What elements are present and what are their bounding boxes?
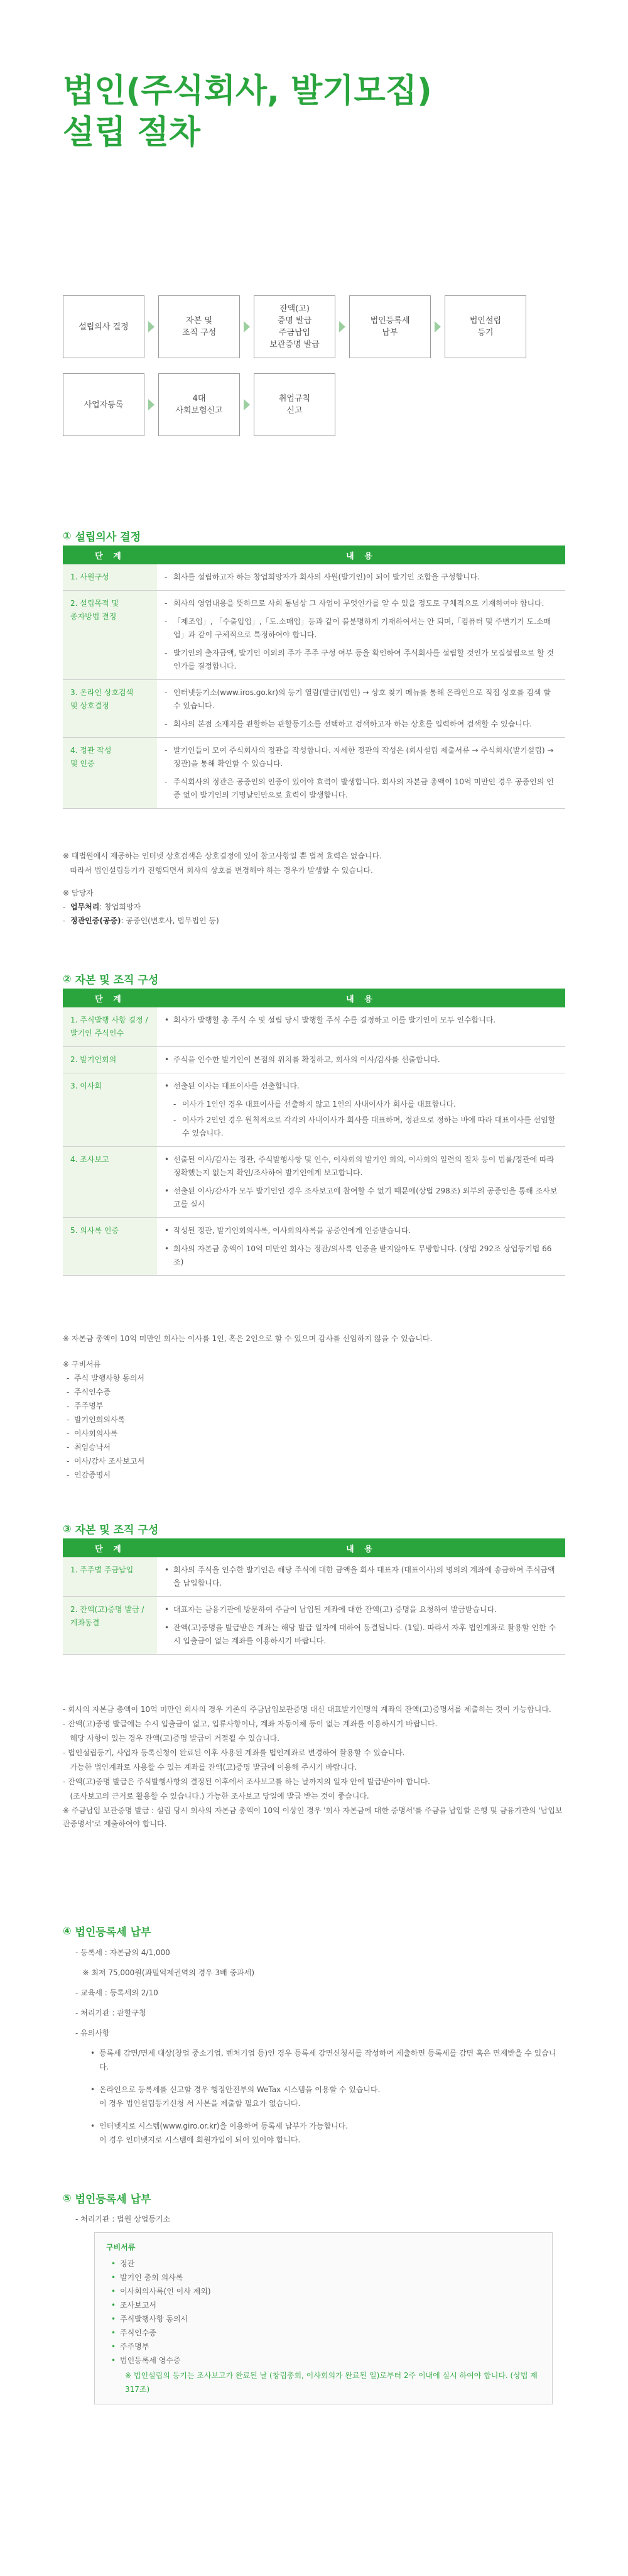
section-1-notes bbox=[63, 850, 565, 879]
s5-doc-item bbox=[111, 2298, 541, 2312]
bullet-icon: • bbox=[111, 2301, 116, 2310]
section-2-heading bbox=[63, 971, 158, 987]
row-item: - 발기인의 출자금액, 발기인 이외의 주가 주주 구성 여부 등을 확인하여 주식회사를 설립할 것인가 모집설립으로 할 것인가를 결정합니다. bbox=[165, 647, 558, 673]
section-4-body bbox=[75, 1946, 565, 2156]
s4-bullet: • 등록세 감면/면제 대상(창업 중소기업, 벤처기업 등)인 경우 등록세 감면신청서를 작성하여 제출하면 등록세를 감면 혹은 면제받을 수 있습니다. bbox=[90, 2046, 565, 2074]
note-line: - 회사의 자본금 총액이 10억 미만인 회사의 경우 기존의 주금납입보관증명 대신 대표발기인명의 계좌의 잔액(고)증명서를 제출하는 것이 가능합니다. bbox=[63, 1705, 551, 1714]
table-head-step: 단 계 bbox=[63, 545, 157, 564]
doc-item: - 취임승낙서 bbox=[67, 1440, 144, 1454]
section-3-title: 자본 및 조직 구성 bbox=[75, 1524, 159, 1537]
table-row bbox=[63, 1047, 565, 1073]
s5-doc-label: 주주명부 bbox=[120, 2342, 149, 2351]
section-1-number: ① bbox=[63, 530, 72, 542]
note-line: ※ 자본금 총액이 10억 미만인 회사는 이사를 1인, 혹은 2인으로 할 수 있으며 감사를 선임하지 않을 수 있습니다. bbox=[63, 1334, 433, 1343]
row-label: 2. 발기인회의 bbox=[63, 1047, 157, 1073]
table-row bbox=[63, 1007, 565, 1047]
s5-doc-item bbox=[111, 2257, 541, 2271]
section-2-table bbox=[63, 989, 565, 1276]
s5-doc-item bbox=[111, 2284, 541, 2298]
section-1-table bbox=[63, 545, 565, 809]
note-line: 해당 사항이 있는 경우 잔액(고)증명 발급이 거절될 수 있습니다. bbox=[63, 1734, 279, 1743]
flow-step-box: 법인설립 등기 bbox=[445, 295, 526, 358]
flow-arrow bbox=[244, 399, 250, 410]
doc-item: - 이사/감사 조사보고서 bbox=[67, 1454, 144, 1468]
doc-item: - 주식 발행사항 동의서 bbox=[67, 1371, 144, 1385]
s5-doc-item bbox=[111, 2340, 541, 2354]
flow-step-box: 법인등록세 납부 bbox=[349, 295, 431, 358]
s5-doc-item bbox=[111, 2312, 541, 2326]
section-2-docs bbox=[63, 1357, 144, 1482]
section-4-heading bbox=[63, 1923, 151, 1939]
note-line: ※ 대법원에서 제공하는 인터넷 상호검색은 상호결정에 있어 참고사항일 뿐 법적 효력은 없습니다. bbox=[63, 852, 382, 860]
s5-doc-label: 법인등록세 영수증 bbox=[120, 2356, 181, 2365]
section-3-number: ③ bbox=[63, 1523, 72, 1535]
doc-item: - 주주명부 bbox=[67, 1399, 144, 1413]
page-title bbox=[63, 70, 432, 153]
row-label: 1. 주주별 주금납입 bbox=[63, 1557, 157, 1597]
table-row bbox=[63, 1597, 565, 1655]
bullet-icon: • bbox=[111, 2287, 116, 2296]
s5-doc-label: 정관 bbox=[120, 2259, 135, 2268]
row-content bbox=[157, 738, 565, 809]
s5-doc-item bbox=[111, 2271, 541, 2284]
docs-heading: ※ 구비서류 bbox=[63, 1360, 101, 1369]
row-label: 2. 설립목적 및 종자방법 결정 bbox=[63, 591, 157, 680]
contact-value: : 창업희망자 bbox=[99, 902, 141, 911]
row-item: • 선출된 이사/감사는 정관, 주식발행사항 및 인수, 이사회의 발기인 회의, 이사회의 일련의 절차 등이 법률/정관에 따라 정확했는지 없는지 확인/조사하여 발기인에게 보고합니다. bbox=[165, 1153, 558, 1180]
note-line: - 법인설립등기, 사업자 등록신청이 완료된 이후 사용된 계좌를 법인계좌로 변경하여 활용할 수 있습니다. bbox=[63, 1748, 405, 1757]
section-1-contacts bbox=[63, 886, 219, 928]
row-item: • 선출된 이사/감사가 모두 발기인인 경우 조사보고에 참여할 수 없기 때문에(상법 298조) 외부의 공증인을 통해 조사보고를 실시 bbox=[165, 1185, 558, 1211]
row-label: 3. 온라인 상호검색 및 상호결정 bbox=[63, 680, 157, 738]
row-label: 1. 사원구성 bbox=[63, 564, 157, 591]
doc-item: - 주식인수증 bbox=[67, 1385, 144, 1399]
table-row bbox=[63, 1557, 565, 1597]
flow-step-box: 4대 사회보험신고 bbox=[158, 373, 240, 436]
s4-bullet: • 인터넷지로 시스템(www.giro.or.kr)을 이용하여 등록세 납부가 가능합니다. 이 경우 인터넷지로 시스템에 회원가입이 되어 있어야 합니다. bbox=[90, 2119, 565, 2147]
table-head-content: 내 용 bbox=[157, 1538, 565, 1557]
section-1-title: 설립의사 결정 bbox=[75, 531, 141, 544]
flow-step-box: 취업규칙 신고 bbox=[254, 373, 335, 436]
flow-arrow bbox=[435, 321, 441, 332]
note-line: ※ 주금납입 보관증명 발급 : 설립 당시 회사의 자본금 총액이 10억 이상인 경우 '회사 자본금에 대한 증명서'를 주금을 납입할 은행 및 금융기관의 '납입보관증명서'로 제출하여야 합니다. bbox=[63, 1806, 563, 1828]
contact-heading: ※ 담당자 bbox=[63, 889, 94, 897]
row-item: • 회사의 주식을 인수한 발기인은 해당 주식에 대한 금액을 회사 대표자 (대표이사)의 명의의 계좌에 송금하여 주식금액을 납입합니다. bbox=[165, 1564, 558, 1590]
contact-key: 업무처리 bbox=[70, 902, 100, 911]
row-item: • 작성된 정관, 발기인회의사록, 이사회의사록을 공증인에게 인증받습니다. bbox=[165, 1224, 558, 1237]
row-label: 1. 주식발행 사항 결정 / 발기인 주식인수 bbox=[63, 1007, 157, 1047]
row-content bbox=[157, 1073, 565, 1147]
row-subitem: - 이사가 2인인 경우 원칙적으로 각각의 사내이사가 회사를 대표하며, 정관으로 정하는 바에 따라 대표이사를 선임할 수 있습니다. bbox=[173, 1114, 558, 1140]
row-item: • 잔액(고)증명을 발급받은 계좌는 해당 발급 일자에 대하여 동결됩니다. (1일). 따라서 자후 법인계좌로 활용할 인한 수시 입출금이 없는 계좌를 이용하시기 바랍니다. bbox=[165, 1621, 558, 1648]
s4-line: - 교육세 : 등록세의 2/10 bbox=[75, 1988, 158, 1997]
row-content bbox=[157, 680, 565, 738]
table-head-step: 단 계 bbox=[63, 1538, 157, 1557]
row-item: - 회사를 설립하고자 하는 창업희망자가 회사의 사원(발기인)이 되어 발기인 조합을 구성합니다. bbox=[165, 571, 558, 584]
s4-bullet: • 온라인으로 등록세를 신고할 경우 행정안전부의 WeTax 시스템을 이용할 수 있습니다. 이 경우 법인설립등기신청 서 사본을 제출할 필요가 없습니다. bbox=[90, 2083, 565, 2110]
table-head-content: 내 용 bbox=[157, 989, 565, 1007]
flow-step-box: 사업자등록 bbox=[63, 373, 144, 436]
contact-value: : 공증인(변호사, 법무법인 등) bbox=[121, 916, 219, 925]
row-content bbox=[157, 1597, 565, 1655]
row-item: - 회사의 본점 소재지를 관할하는 관할등기소를 선택하고 검색하고자 하는 상호를 입력하여 검색할 수 있습니다. bbox=[165, 718, 558, 731]
row-item: • 선출된 이사는 대표이사를 선출합니다. bbox=[165, 1080, 558, 1093]
s5-doc-label: 조사보고서 bbox=[120, 2301, 156, 2310]
section-2-title: 자본 및 조직 구성 bbox=[75, 974, 159, 987]
row-label: 4. 정관 작성 및 인증 bbox=[63, 738, 157, 809]
note-line: 가능한 법인계좌로 사용할 수 있는 계좌를 잔액(고)증명 발급에 이용해 주시기 바랍니다. bbox=[63, 1763, 357, 1772]
row-content bbox=[157, 1147, 565, 1218]
row-content bbox=[157, 1007, 565, 1047]
contact-key: 정관인증(공증) bbox=[70, 916, 121, 925]
flow-arrow bbox=[339, 321, 345, 332]
row-item: • 회사가 발행할 총 주식 수 및 설립 당시 발행할 주식 수를 결정하고 이를 발기인이 모두 인수합니다. bbox=[165, 1014, 558, 1027]
row-content bbox=[157, 564, 565, 591]
table-head-content: 내 용 bbox=[157, 545, 565, 564]
s5-doc-label: 주식인수증 bbox=[120, 2328, 156, 2337]
s5-doc-item bbox=[111, 2326, 541, 2340]
section-3-heading bbox=[63, 1521, 158, 1537]
contact-row bbox=[63, 900, 219, 914]
s5-doc-label: 이사회의사록(인 이사 제외) bbox=[120, 2287, 211, 2296]
row-item: • 회사의 자본금 총액이 10억 미만인 회사는 정관/의사록 인증을 받지않아도 무방합니다. (상법 292조 상업등기법 66조) bbox=[165, 1242, 558, 1269]
row-item: - 주식회사의 정관은 공증인의 인증이 있어야 효력이 발생합니다. 회사의 자본금 총액이 10억 미만인 경우 공증인의 인증 없이 발기인의 기명날인만으로 효력이 발생합니다. bbox=[165, 776, 558, 802]
table-row bbox=[63, 1073, 565, 1147]
bullet-icon: • bbox=[111, 2259, 116, 2268]
row-content bbox=[157, 591, 565, 680]
row-content bbox=[157, 1557, 565, 1597]
s4-line: ※ 최저 75,000원(과밀억제권역의 경우 3배 중과세) bbox=[75, 1968, 255, 1977]
section-2-notes bbox=[63, 1332, 565, 1347]
bullet-icon: • bbox=[111, 2356, 116, 2365]
table-row bbox=[63, 1218, 565, 1276]
row-item: - 인터넷등기소(www.iros.go.kr)의 등기 열람(발급)(법인) → 상호 찾기 메뉴를 통해 온라인으로 직접 상호를 검색 할 수 있습니다. bbox=[165, 686, 558, 713]
flow-step-box: 자본 및 조직 구성 bbox=[158, 295, 240, 358]
flow-arrow bbox=[244, 321, 250, 332]
table-row bbox=[63, 738, 565, 809]
note-line: (조사보고의 근거로 활용할 수 있습니다.) 가능한 조사보고 당일에 발급 받는 것이 좋습니다. bbox=[63, 1792, 369, 1800]
row-item: - 「제조업」, 「수출입업」,「도.소매업」등과 같이 불분명하게 기재하여서는 안 되며,「컴퓨터 및 주변기기 도.소매업」과 같이 구체적으로 특정하여야 합니다. bbox=[165, 615, 558, 642]
bullet-icon: • bbox=[111, 2342, 116, 2351]
flow-arrow bbox=[148, 399, 154, 410]
bullet-icon: • bbox=[111, 2315, 116, 2323]
row-item: • 주식을 인수한 발기인이 본점의 위치를 확정하고, 회사의 이사/감사를 선출합니다. bbox=[165, 1053, 558, 1066]
doc-item: - 발기인회의사록 bbox=[67, 1413, 144, 1427]
docs-box-heading: 구비서류 bbox=[106, 2243, 136, 2252]
s4-line: - 등록세 : 자본금의 4/1,000 bbox=[75, 1948, 170, 1957]
section-5-agency: - 처리기관 : 법원 상업등기소 bbox=[75, 2215, 171, 2223]
table-head-step: 단 계 bbox=[63, 989, 157, 1007]
section-3-table bbox=[63, 1538, 565, 1655]
s5-doc-label: 발기인 총회 의사록 bbox=[120, 2273, 183, 2282]
row-item: • 대표자는 금융기관에 방문하여 주금이 납입된 계좌에 대한 잔액(고) 증명을 요청하여 발급받습니다. bbox=[165, 1603, 558, 1616]
table-row bbox=[63, 1147, 565, 1218]
table-row bbox=[63, 591, 565, 680]
flow-step-box: 잔액(고) 증명 발급 주금납입 보관증명 발급 bbox=[254, 295, 335, 358]
note-line: 따라서 법인설립등기가 진행되면서 회사의 상호를 변경해야 하는 경우가 발생할 수 있습니다. bbox=[63, 866, 373, 875]
row-item: - 회사의 영업내용을 뜻하므로 사회 통념상 그 사업이 무엇인가를 알 수 있을 정도로 구체적으로 기재하여야 합니다. bbox=[165, 597, 558, 610]
section-4-title: 법인등록세 납부 bbox=[75, 1926, 151, 1939]
row-label: 3. 이사회 bbox=[63, 1073, 157, 1147]
doc-item: - 인감증명서 bbox=[67, 1468, 144, 1482]
contact-row bbox=[63, 914, 219, 928]
section-1-heading bbox=[63, 528, 141, 544]
section-5-docs-box bbox=[94, 2232, 553, 2404]
section-2-number: ② bbox=[63, 973, 72, 985]
section-5-last-note: ※ 법인설립의 등기는 조사보고가 완료된 날 (창립총회, 이사회의가 완료된 일)로부터 2주 이내에 실시 하여야 합니다. (상법 제317조) bbox=[125, 2371, 538, 2394]
section-5-heading bbox=[63, 2190, 151, 2206]
row-subitem: - 이사가 1인인 경우 대표이사를 선출하지 않고 1인의 사내이사가 회사를 대표합니다. bbox=[173, 1098, 558, 1111]
title-line2: 설립 절차 bbox=[63, 114, 201, 151]
row-label: 5. 의사록 인증 bbox=[63, 1218, 157, 1276]
table-row bbox=[63, 680, 565, 738]
row-content bbox=[157, 1218, 565, 1276]
flow-arrow bbox=[148, 321, 154, 332]
bullet-icon: • bbox=[111, 2273, 116, 2282]
section-5-number: ⑤ bbox=[63, 2192, 72, 2204]
s4-line: - 유의사항 bbox=[75, 2029, 110, 2037]
section-4-number: ④ bbox=[63, 1925, 72, 1937]
flow-step-box: 설립의사 결정 bbox=[63, 295, 144, 358]
s5-doc-label: 주식발행사항 동의서 bbox=[120, 2315, 188, 2323]
row-item: - 발기인들이 모여 주식회사의 정관을 작성합니다. 자세한 정관의 작성은 (회사설립 제출서류 → 주식회사(발기설립) → 정관)을 통해 확인할 수 있습니다. bbox=[165, 744, 558, 770]
row-label: 2. 잔액(고)증명 발급 / 계좌동결 bbox=[63, 1597, 157, 1655]
section-3-notes bbox=[63, 1703, 565, 1832]
note-line: - 잔액(고)증명 발급에는 수시 입출금이 없고, 입류사항이나, 계좌 자동이체 등이 없는 계좌를 이용하시기 바랍니다. bbox=[63, 1719, 438, 1728]
doc-item: - 이사회의사록 bbox=[67, 1427, 144, 1440]
bullet-icon: • bbox=[111, 2328, 116, 2337]
row-content bbox=[157, 1047, 565, 1073]
section-5-title: 법인등록세 납부 bbox=[75, 2193, 151, 2206]
s5-doc-item bbox=[111, 2354, 541, 2367]
s4-line: - 처리기관 : 관할구청 bbox=[75, 2009, 146, 2017]
table-row bbox=[63, 564, 565, 591]
row-label: 4. 조사보고 bbox=[63, 1147, 157, 1218]
note-line: - 잔액(고)증명 발급은 주식발행사항의 결정된 이후에서 조사보고를 하는 날까지의 일자 안에 발급받아야 합니다. bbox=[63, 1777, 430, 1786]
title-line1: 법인(주식회사, 발기모집) bbox=[63, 72, 432, 110]
